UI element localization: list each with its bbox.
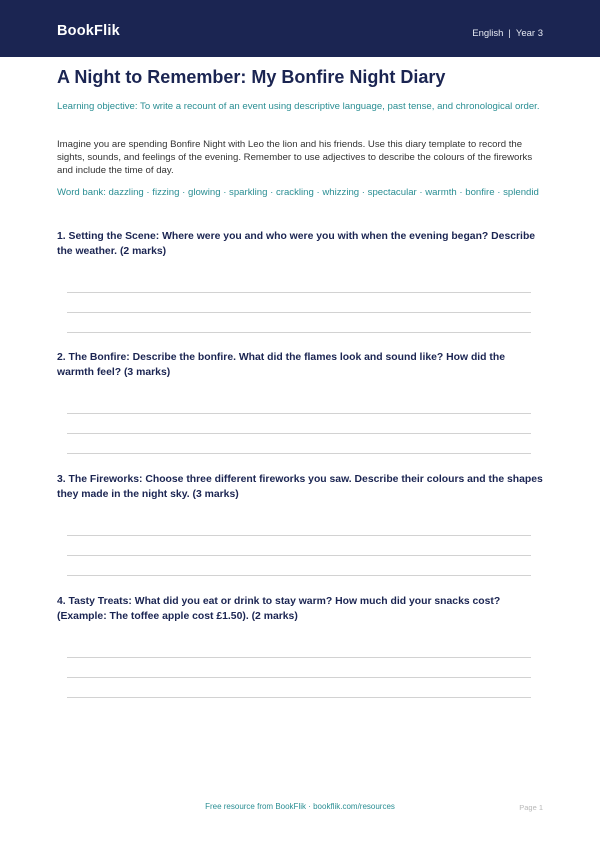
answer-line[interactable] — [67, 433, 531, 434]
intro-paragraph: Imagine you are spending Bonfire Night with Leo the lion and his friends. Use this diary template to record the sights, sounds, and feelings of the evening. Remember to use adjectives to describe the colours of the fireworks and include the time of day. — [57, 139, 533, 176]
answer-line[interactable] — [67, 555, 531, 556]
word-bank: Word bank: dazzling · fizzing · glowing · sparkling · crackling · whizzing · spectacular · warmth · bonfire · splendid — [57, 187, 539, 198]
answer-line[interactable] — [67, 332, 531, 333]
question-3: 3. The Fireworks: Choose three different fireworks you saw. Describe their colours and the shapes they made in the night sky. (3 marks) — [57, 474, 543, 500]
footer-link[interactable]: Free resource from BookFlik · bookflik.com/resources — [205, 802, 395, 811]
header-bar — [0, 0, 600, 57]
answer-line[interactable] — [67, 413, 531, 414]
answer-line[interactable] — [67, 657, 531, 658]
page-title: A Night to Remember: My Bonfire Night Diary — [57, 67, 446, 87]
question-1: 1. Setting the Scene: Where were you and who were you with when the evening began? Describe the weather. (2 marks) — [57, 231, 536, 257]
answer-line[interactable] — [67, 575, 531, 576]
year-label: Year 3 — [515, 28, 543, 39]
subject-year — [472, 28, 543, 39]
brand-logo[interactable]: BookFlik — [57, 23, 120, 39]
answer-line[interactable] — [67, 312, 531, 313]
meta-separator: | — [508, 28, 511, 39]
answer-line[interactable] — [67, 677, 531, 678]
question-2: 2. The Bonfire: Describe the bonfire. What did the flames look and sound like? How did the warmth feel? (3 marks) — [57, 352, 505, 378]
answer-line[interactable] — [67, 292, 531, 293]
subject-label: English — [472, 28, 504, 39]
answer-line[interactable] — [67, 453, 531, 454]
page-number: Page 1 — [519, 803, 543, 812]
learning-objective: Learning objective: To write a recount of an event using descriptive language, past tense, and chronological order. — [57, 101, 540, 112]
answer-line[interactable] — [67, 697, 531, 698]
question-4: 4. Tasty Treats: What did you eat or drink to stay warm? How much did your snacks cost? (Example: The toffee apple cost £1.50). (2 marks) — [57, 596, 501, 622]
answer-line[interactable] — [67, 535, 531, 536]
